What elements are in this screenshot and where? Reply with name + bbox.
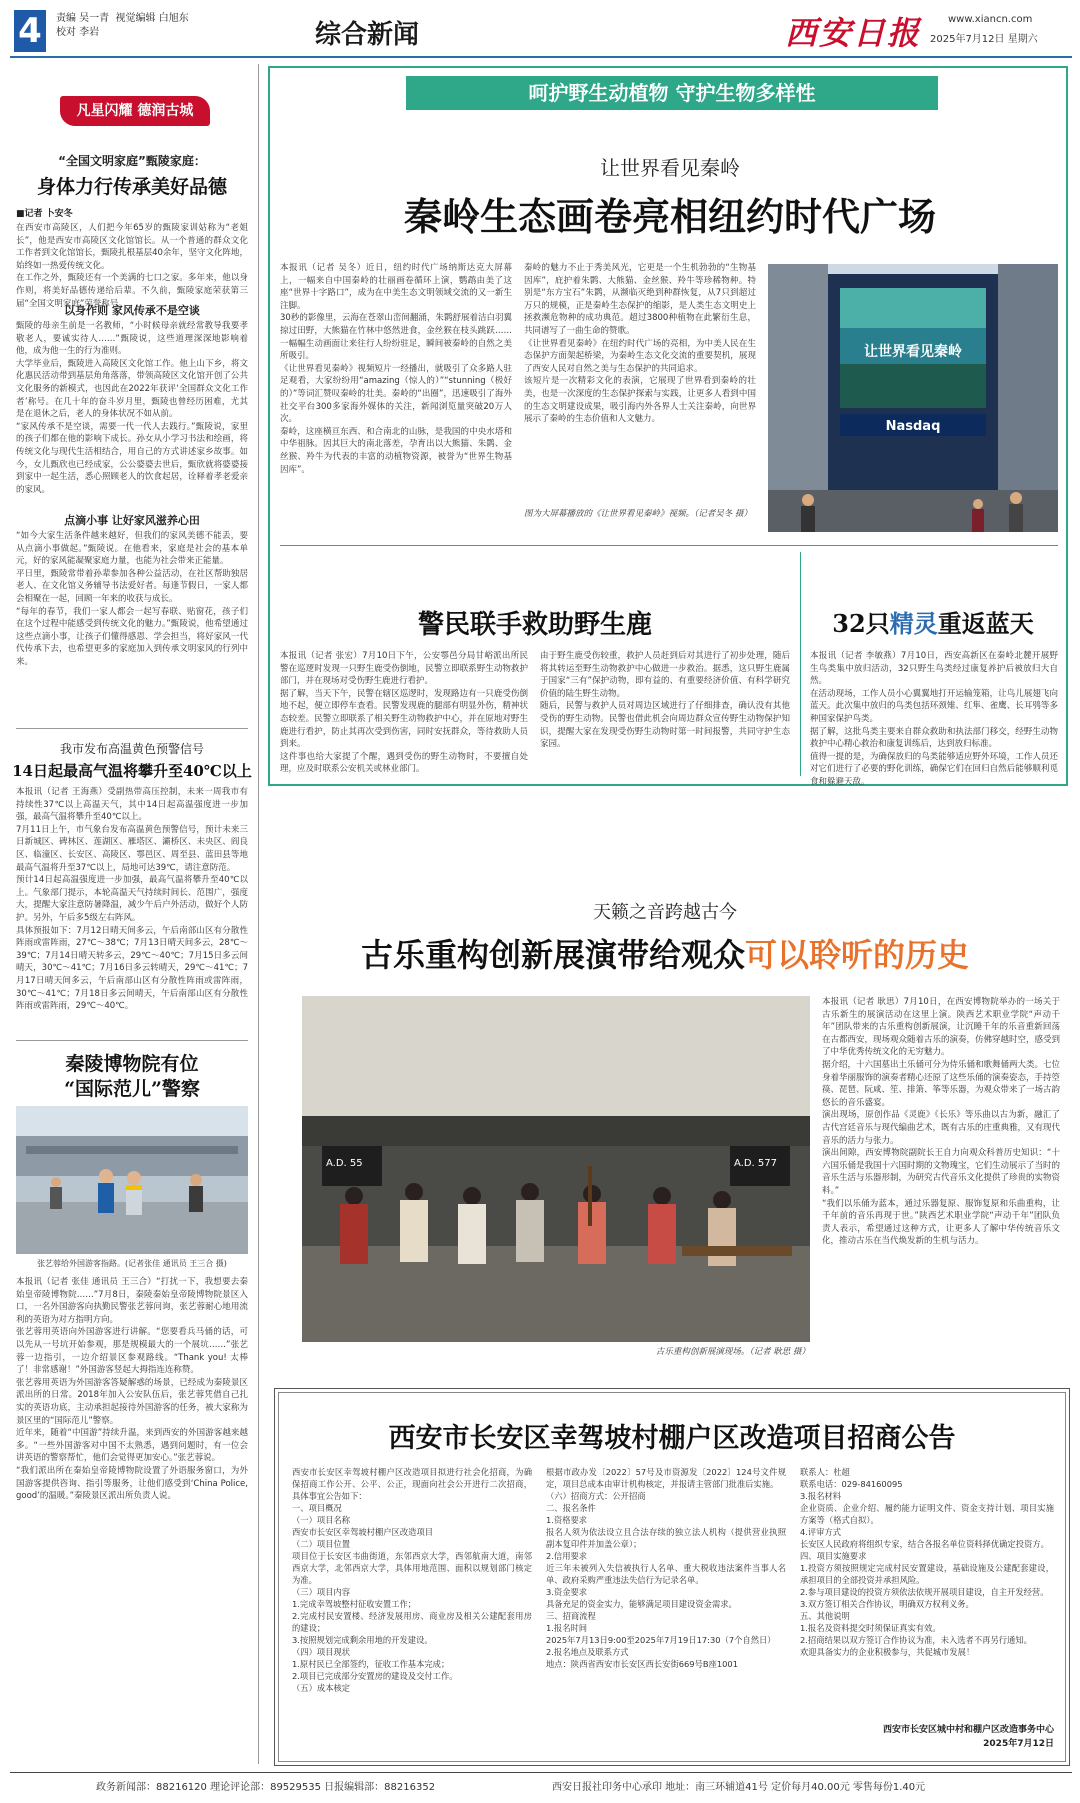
article-body: 本报讯（记者 吴冬）近日，纽约时代广场纳斯达克大屏幕上，一幅来自中国秦岭的壮丽画卷循环上演，鹦鹉由美了这座“世界十字路口”，成为在中美生态文明领域交流的又一新生注脚。 30秒的影像里，云海在苍翠山峦间翻涌，朱鹮舒展着洁白羽翼掠过田野，大熊猫在竹林中悠然进食，金丝猴在枝头跳跃……一幅幅生动画面让来往行人纷纷驻足，瞬间被秦岭的自然之美所吸引。 《让世界看见秦岭》视频短片一经播出，就吸引了众多路人驻足观看，大家纷纷用“amazing（惊人的）”“stunning（极好的）”等词汇赞叹秦岭的壮美。秦岭的“出圈”，迅速吸引了海外社交平台300多家海外媒体的关注，新闻浏览量突破20万人次。 秦岭，这座横亘东西、和合南北的山脉，是我国的中央水塔和中华祖脉。因其巨大的南北落差，孕育出以大熊猫、朱鹮、金丝猴、羚牛为代表的丰富的动植物资源，被誉为“世界生物基因库”。 bbox=[280, 263, 512, 475]
photo-caption: 古乐重构创新展演现场。（记者 耿思 摄） bbox=[655, 1347, 810, 1357]
article-body: 本报讯（记者 张宏）7月10日下午，公安鄠邑分局甘峪派出所民警在巡逻时发现一只野生鹿受伤倒地，民警立即联系野生动物救护部门，并在现场对受伤野生鹿进行看护。 据了解，当天下午，民警在辖区巡逻时，发现路边有一只鹿受伤倒地不起，便立即停车查看。民警发现鹿的腿部有明显外伤，精神状态较差。民警立即联系了相关野生动物救护中心，并在原地对野生鹿进行看护，防止其再次受到伤害，同时安抚群众，等待救助人员到来。 这件事也给大家提了个醒，遇到受伤的野生动物时，不要擅自处理，应及时联系公安机关或林业部门。 bbox=[280, 651, 528, 775]
article-title: 秦陵博物院有位 “国际范儿”警察 bbox=[64, 1053, 200, 1100]
article-body: 本报讯（记者 张佳 通讯员 王三合）“打扰一下，我想要去秦始皇帝陵博物院……”7月8日，秦陵秦始皇帝陵博物院景区入口，一名外国游客向执勤民警张艺蓉问询，张艺蓉耐心地用流利的英语为对方指明方向。 张艺蓉用英语向外国游客进行讲解。“您要看兵马俑的话，可以先从一号坑开始参观，那是规模最大的一个展坑……”张艺蓉一边指引，一边介绍景区参观路线。“Thank you! 太棒了！非常感谢！”外国游客竖起大拇指连连称赞。 张艺蓉用英语为外国游客答疑解惑的场景，已经成为秦陵景区派出所的日常。2018年加入公安队伍后，张艺蓉凭借自己扎实的英语功底，主动承担起接待外国游客的任务，被大家称为景区里的“国际范儿”警察。 近年来，随着“中国游”持续升温，来到西安的外国游客越来越多。“一些外国游客对中国不太熟悉，遇到问题时，有一位会讲英语的警察帮忙，他们会觉得更加安心。”张艺蓉说。 “我们派出所在秦始皇帝陵博物院设置了外语服务窗口，为外国游客提供咨询、指引等服务，让他们感受到‘China Police, good’的温暖。”秦陵景区派出所负责人说。 bbox=[16, 1277, 248, 1502]
column-banner: 凡星闪耀 德润古城 bbox=[60, 96, 210, 126]
article-title: 14日起最高气温将攀升至40℃以上 bbox=[12, 762, 252, 780]
article-title: 警民联手救助野生鹿 bbox=[417, 610, 652, 640]
article-body: 甄陵的母亲生前是一名教师，“小时候母亲就经常教导我要孝敬老人，要诚实待人……”甄陵说，这些道理深深地影响着他，成为他一生的行为准则。 大学毕业后，甄陵进入高陵区文化馆工作。他上山下乡，将文化惠民活动带到基层角角落落，带领高陵区文化馆开创了公共文化服务的新模式，也因此在2022年获评‘全国群众文化工作者’称号。在几十年的奋斗岁月里，甄陵也曾经历困难，尤其是在退休之后，老人的身体状况不如从前。 “家风传承不是空谈，需要一代一代人去践行。”甄陵说，家里的孩子们都在他的影响下成长。孙女从小学习书法和绘画，将传统文化与现代生活相结合，用自己的方式讲述家乡故事。如今，女儿甄欣也已经成家，公公婆婆去世后，甄欣就将婆婆接到家中一起生活，悉心照顾老人的饮食起居，诠释着孝老爱亲的家风。 bbox=[16, 321, 248, 495]
screen-text: 让世界看见秦岭 bbox=[864, 344, 962, 360]
article-kicker: 我市发布高温黄色预警信号 bbox=[59, 742, 204, 756]
title-highlight: 精灵 bbox=[889, 609, 938, 638]
box-divider bbox=[280, 545, 1058, 546]
feature-band: 呵护野生动植物 守护生物多样性 bbox=[406, 76, 938, 110]
header-url: www.xiancn.com bbox=[948, 14, 1033, 25]
screen-label-right: A.D. 577 bbox=[734, 1158, 777, 1169]
footer-right: 西安日报社印务中心承印 地址：南三环辅道41号 定价每月40.00元 零售每份1.40元 bbox=[552, 1782, 926, 1793]
article-title: 身体力行传承美好品德 bbox=[36, 176, 227, 198]
article-subhead: 点滴小事 让好家风滋养心田 bbox=[64, 514, 200, 527]
article-body: 在西安市高陵区，人们把今年65岁的甄陵家训姑称为“老姐长”，他是西安市高陵区文化馆馆长。从一个普通的群众文化工作者到文化馆馆长，甄陵扎根基层40余年，坚守文化阵地，始终如一热爱传统文化。 在工作之外，甄陵还有一个美满的七口之家。多年来，他以身作则，将美好品德传递给后辈。不久前，甄陵家庭荣获第三届“全国文明家庭”荣誉称号。 bbox=[16, 223, 248, 309]
article-kicker: 让世界看见秦岭 bbox=[600, 156, 740, 180]
article-title bbox=[270, 930, 1060, 976]
notice-date: 2025年7月12日 bbox=[983, 1739, 1054, 1749]
article-divider bbox=[16, 728, 248, 729]
header-rule bbox=[10, 56, 1072, 58]
footer-left: 政务新闻部：88216120 理论评论部：89529535 日报编辑部：88216352 bbox=[96, 1782, 436, 1793]
title-part: 32只 bbox=[832, 609, 890, 638]
article-body: 本报讯（记者 李敏燕）7月10日，西安高新区在秦岭北麓开展野生鸟类集中放归活动，32只野生鸟类经过康复养护后被放归大自然。 在活动现场，工作人员小心翼翼地打开运输笼箱，让鸟儿展翅飞向蓝天。此次集中放归的鸟类包括环颈雉、红隼、雀鹰、长耳鸮等多种国家保护鸟类。 据了解，这批鸟类主要来自群众救助和执法部门移交，经野生动物救护中心精心救治和康复训练后，达到放归标准。 值得一提的是，为确保放归的鸟类能够适应野外环境，工作人员还对它们进行了必要的野化训练，确保它们在回归自然后能够顺利觅食和躲避天敌。 bbox=[810, 651, 1058, 787]
article-subhead: 以身作则 家风传承不是空谈 bbox=[64, 304, 200, 317]
column-divider bbox=[258, 64, 259, 1764]
article-title: 秦岭生态画卷亮相纽约时代广场 bbox=[403, 194, 936, 239]
article-body: 本报讯（记者 耿思）7月10日，在西安博物院举办的一场关于古乐新生的展演活动在这里上演。陕西艺术职业学院“声动千年”团队带来的古乐重构创新展演，让沉睡千年的乐音重新回荡在古都西安，现场观众随着古乐的演奏，仿佛穿越时空，感受到了中华优秀传统文化的无穷魅力。 据介绍，十六国墓出土乐俑可分为侍乐俑和歌舞俑两大类。七位身着华丽服饰的演奏者精心还原了这些乐俑的演奏姿态，手持箜篌、琵琶、阮咸、笙、排箫、筝等乐器，为观众带来了一场古韵悠长的音乐盛宴。 演出现场，原创作品《灵鹿》《长乐》等乐曲以古为新，融汇了古代宫廷音乐与现代编曲艺术，既有古乐的庄重典雅，又有现代音乐的活力与张力。 演出间隙，西安博物院副院长王自力向观众科普历史知识：“十六国乐俑是我国十六国时期的文物瑰宝，它们生动展示了当时的音乐生活与乐器形制，为研究古代音乐文化提供了珍贵的实物资料。” “我们以乐俑为蓝本，通过乐器复原、服饰复原和乐曲重构，让千年前的音乐再现于世。”陕西艺术职业学院“声动千年”团队负责人表示，希望通过这种方式，让更多人了解中华传统音乐文化，推动古乐在当代焕发新的生机与活力。 bbox=[822, 997, 1061, 1247]
photo-caption: 张艺蓉给外国游客指路。(记者张佳 通讯员 王三合 摄) bbox=[37, 1259, 227, 1268]
article-byline: ■记者 卜安冬 bbox=[16, 209, 73, 219]
article-body: “如今大家生活条件越来越好，但我们的家风美德不能丢，要从点滴小事做起。”甄陵说。在他看来，家庭是社会的基本单元，好的家风能凝聚家庭力量，也能为社会带来正能量。 平日里，甄陵常带着孙辈参加各种公益活动，在社区帮助独居老人、在文化馆义务辅导书法爱好者。每逢节假日，一家人都会相聚在一起，回顾一年来的收获与成长。 “每年的春节，我们一家人都会一起写春联、贴窗花，孩子们在这个过程中能感受到传统文化的魅力。”甄陵说，他希望通过这些点滴小事，让孩子们懂得感恩、学会担当，将好家风一代代传承下去，也希望更多的家庭加入到传承文明家风的行列中来。 bbox=[16, 531, 248, 667]
page-number: 4 bbox=[14, 10, 46, 52]
article-body: 秦岭的魅力不止于秀美风光，它更是一个生机勃勃的“生物基因库”，庇护着朱鹮、大熊猫、金丝猴、羚牛等珍稀物种。特别是“东方宝石”朱鹮，从濒临灭绝到种群恢复，从7只到超过万只的规模，正是秦岭生态保护的缩影，是人类生态文明史上拯救濒危物种的成功典范。超过3800种植物在此繁衍生息，共同谱写了一曲生命的赞歌。 《让世界看见秦岭》在纽约时代广场的亮相，为中美人民在生态保护方面架起桥梁，为秦岭生态文化交流的重要契机，展现了西安人民对自然之美与生态保护的共同追求。 该短片是一次精彩文化的表演，它展现了世界看到秦岭的壮美，也是一次深度的生态保护探索与实践，让更多人看到中国的生态文明建设成果，吸引海内外各界人士关注秦岭，向世界展示了秦岭的生态价值和人文魅力。 bbox=[524, 263, 756, 425]
notice-body: 联系人：杜超 联系电话：029-84160095 3.报名材料 企业资质、企业介绍、履约能力证明文件、资金支持计划、项目实施方案等（格式自拟）。 4.评审方式 长安区人民政府将组织专家，结合各报名单位资料择优确定投资方。 四、项目实施要求 1.投资方须按照规定完成村民安置建设，基础设施及公建配套建设，承担项目的全部投资并承担风险。 2.参与项目建设的投资方须依法依规开展项目建设，自主开发经营。 3.双方签订相关合作协议，明确双方权利义务。 五、其他说明 1.报名及资料提交时须保证真实有效。 2.招商结果以双方签订合作协议为准，未入选者不再另行通知。 欢迎具备实力的企业积极参与，共促城市发展！ bbox=[800, 1467, 1054, 1657]
header-date: 2025年7月12日 星期六 bbox=[930, 34, 1038, 45]
box-divider bbox=[800, 552, 801, 776]
title-highlight: 可以聆听的历史 bbox=[745, 936, 970, 974]
footer-rule bbox=[10, 1772, 1072, 1773]
music-photo bbox=[302, 996, 810, 1342]
times-square-graphic bbox=[768, 264, 1058, 532]
notice-body: 西安市长安区幸驾坡村棚户区改造项目拟进行社会化招商，为确保招商工作公开、公平、公正，现面向社会公开进行二次招商，具体事宜公告如下： 一、项目概况 （一）项目名称 西安市长安区幸驾坡村棚户区改造项目 （二）项目位置 项目位于长安区韦曲街道，东邻西京大学，西邻航南大道，南邻西京大学，北邻西京大学，具体用地范围、面积以规划部门核定为准。 （三）项目内容 1.完成幸驾坡整村征收安置工作； 2.完成村民安置楼、经济发展用房、商业房及相关公建配套用房的建设； 3.按照规划完成剩余用地的开发建设。 （四）项目现状 1.原村民已全部签约，征收工作基本完成； 2.项目已完成部分安置房的建设及交付工作。 （五）成本核定 bbox=[292, 1467, 532, 1693]
notice-body: 根据市政办发〔2022〕57号及市资源发〔2022〕124号文件规定，项目总成本由审计机构核定，并报请主管部门批准后实施。 （六）招商方式：公开招商 二、报名条件 1.资格要求 报名人须为依法设立且合法存续的独立法人机构（提供营业执照副本复印件并加盖公章）； 2.信用要求 近三年未被列入失信被执行人名单、重大税收违法案件当事人名单、政府采购严重违法失信行为记录名单。 3.资金要求 具备充足的资金实力，能够满足项目建设资金需求。 三、招商流程 1.报名时间 2025年7月13日9:00至2025年7月19日17:30（7个自然日） 2.报名地点及联系方式 地点：陕西省西安市长安区西长安街669号B座1001 bbox=[546, 1467, 786, 1669]
article-title bbox=[808, 604, 1058, 639]
article-body: 本报讯（记者 王海燕）受副热带高压控制，未来一周我市有持续性37℃以上高温天气，其中14日起高温强度进一步加强，最高气温将攀升至40℃以上。 7月11日上午，市气象台发布高温黄色预警信号，预计未来三日新城区、碑林区、莲湖区、雁塔区、灞桥区、未央区、阎良区、临潼区、长安区、高陵区、鄠邑区、周至县、蓝田县等地最高气温将升至37℃以上，局地可达39℃，请注意防范。 预计14日起高温强度进一步加强，最高气温将攀升至40℃以上。气象部门提示，本轮高温天气持续时间长、范围广，强度大，提醒大家注意防暑降温，减少午后户外活动，做好个人防护。另外，午后多5级左右阵风。 具体预报如下：7月12日晴天间多云，午后南部山区有分散性阵雨或雷阵雨，27℃～38℃；7月13日晴天间多云，28℃～39℃；7月14日晴天转多云，29℃～40℃；7月15日多云间晴天，30℃～41℃；7月16日多云转晴天，29℃～41℃；7月17日晴天间多云，午后南部山区有分散性阵雨或雷阵雨，30℃～41℃；7月18日多云间晴天，午后南部山区有分散性阵雨或雷阵雨，29℃～40℃。 bbox=[16, 787, 248, 1012]
police-photo-graphic bbox=[16, 1106, 248, 1254]
music-photo-graphic bbox=[302, 996, 810, 1342]
article-kicker: “全国文明家庭”甄陵家庭： bbox=[58, 154, 206, 168]
masthead-logo: 西安日报 bbox=[785, 14, 922, 52]
nasdaq-sign: Nasdaq bbox=[885, 419, 941, 434]
photo-credit: 图为大屏幕播放的《让世界看见秦岭》视频。（记者吴冬 摄） bbox=[524, 509, 752, 519]
article-divider bbox=[16, 1040, 248, 1041]
article-body: 由于野生鹿受伤较重，救护人员赶到后对其进行了初步处理，随后将其转运至野生动物救护中心做进一步救治。据悉，这只野生鹿属于国家“三有”保护动物，即有益的、有重要经济价值、有科学研究价值的陆生野生动物。 随后，民警与救护人员对周边区域进行了仔细排查，确认没有其他受伤的野生动物。民警也借此机会向周边群众宣传野生动物保护知识，提醒大家在发现受伤野生动物时第一时间报警，共同守护生态家园。 bbox=[540, 651, 790, 750]
title-part: 古乐重构创新展演带给观众 bbox=[360, 936, 745, 974]
screen-label-left: A.D. 55 bbox=[326, 1158, 363, 1169]
notice-signature: 西安市长安区城中村和棚户区改造事务中心 bbox=[882, 1725, 1054, 1735]
section-title: 综合新闻 bbox=[315, 20, 420, 50]
notice-title: 西安市长安区幸驾坡村棚户区改造项目招商公告 bbox=[388, 1423, 956, 1454]
police-photo bbox=[16, 1106, 248, 1254]
title-part: 重返蓝天 bbox=[937, 609, 1034, 638]
times-square-photo bbox=[768, 264, 1058, 532]
header-editors: 责编 吴一青 视觉编辑 白旭东 校对 李岩 bbox=[56, 13, 189, 38]
article-kicker: 天籁之音跨越古今 bbox=[593, 902, 737, 923]
